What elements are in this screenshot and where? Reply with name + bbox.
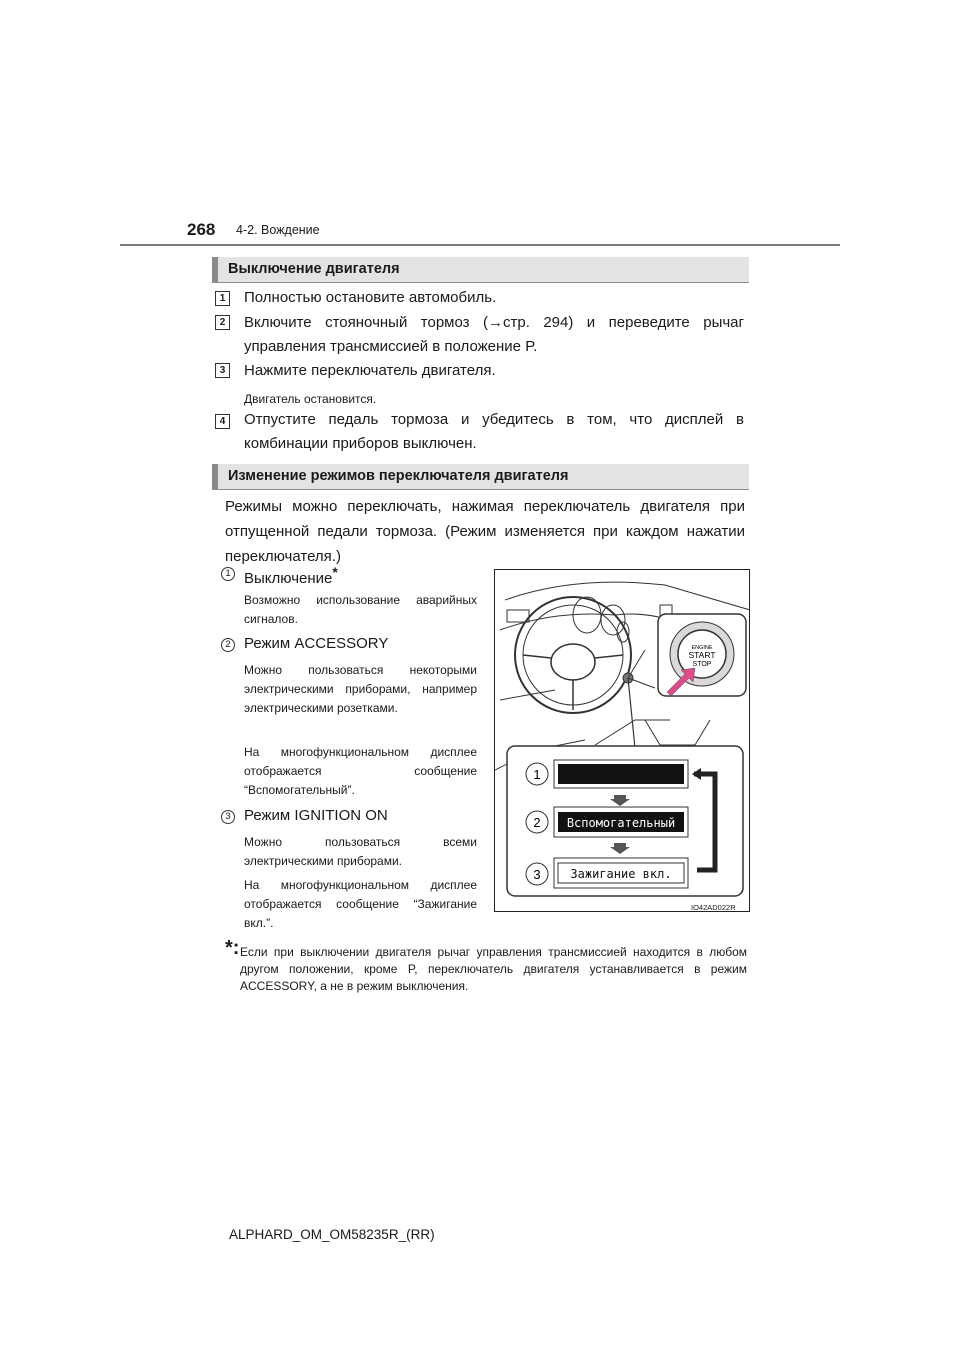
engine-switch-illustration bbox=[494, 569, 750, 912]
step-number-2: 2 bbox=[215, 315, 230, 330]
mode-number-1: 1 bbox=[221, 567, 235, 581]
section-heading-title: Изменение режимов переключателя двигателя bbox=[228, 468, 569, 484]
display-number-1: 1 bbox=[533, 767, 541, 782]
step-2-line-1: Включите стояночный тормоз (→стр. 294) и переведите рычаг bbox=[244, 314, 744, 331]
step-4-line-2: комбинации приборов выключен. bbox=[244, 435, 477, 452]
step-number-3: 3 bbox=[215, 363, 230, 378]
section-heading-engine-off bbox=[212, 257, 749, 283]
page-number: 268 bbox=[187, 220, 216, 239]
step-1-line: Полностью остановите автомобиль. bbox=[244, 289, 497, 306]
section-heading-title: Выключение двигателя bbox=[228, 261, 400, 277]
display-text-accessory: Вспомогательный bbox=[566, 816, 676, 830]
step-number-1: 1 bbox=[215, 291, 230, 306]
section-heading-bar bbox=[212, 257, 218, 282]
modes-intro-line-1: Режимы можно переключать, нажимая переключатель двигателя при bbox=[225, 498, 745, 515]
step-3-note: Двигатель остановится. bbox=[244, 392, 377, 406]
step-2-line-2: управления трансмиссией в положение P. bbox=[244, 338, 538, 355]
step-number-4: 4 bbox=[215, 414, 230, 429]
display-text-ignition: Зажигание вкл. bbox=[570, 867, 672, 881]
mode-3-desc-2: На многофункциональном дисплее отображается сообщение “Зажигание вкл.”. bbox=[244, 878, 477, 930]
mode-2-desc-2: На многофункциональном дисплее отображается сообщение “Вспомогательный”. bbox=[244, 745, 477, 797]
step-4-text bbox=[244, 408, 744, 456]
step-2-text bbox=[244, 311, 744, 359]
button-label-start: START bbox=[688, 650, 716, 660]
mode-2-desc-1: Можно пользоваться некоторыми электрическими приборами, например электрическими розетками. bbox=[244, 663, 477, 715]
mode-1-desc: Возможно использование аварийных сигналов. bbox=[244, 593, 477, 626]
document-id: ALPHARD_OM_OM58235R_(RR) bbox=[229, 1227, 435, 1242]
button-label-engine: ENGINE bbox=[691, 645, 713, 651]
mode-3-desc-1: Можно пользоваться всеми электрическими приборами. bbox=[244, 835, 477, 868]
footnote-text: Если при выключении двигателя рычаг управления трансмиссией находится в любом другом положении, кроме P, переключатель двигателя устанавливается в режим ACCESSORY, а не в режим выключения. bbox=[240, 945, 747, 993]
footnote-marker: * bbox=[332, 564, 338, 580]
step-3-text bbox=[244, 359, 744, 383]
mode-number-2: 2 bbox=[221, 638, 235, 652]
display-number-3: 3 bbox=[533, 867, 541, 882]
footnote bbox=[225, 937, 747, 996]
mode-number-3: 3 bbox=[221, 810, 235, 824]
section-heading-bar bbox=[212, 464, 218, 489]
modes-intro-line-3: переключателя.) bbox=[225, 548, 341, 565]
display-number-2: 2 bbox=[533, 815, 541, 830]
mode-1-title-text: Выключение bbox=[244, 570, 333, 587]
mode-2-title: Режим ACCESSORY bbox=[244, 635, 389, 652]
footnote-asterisk: *: bbox=[225, 937, 240, 959]
mode-1-title bbox=[244, 564, 338, 587]
modes-intro-line-2: отпущенной педали тормоза. (Режим изменяется при каждом нажатии bbox=[225, 523, 745, 540]
step-3-line: Нажмите переключатель двигателя. bbox=[244, 362, 496, 379]
figure-code: IO42AD022R bbox=[691, 903, 736, 912]
running-title: 4-2. Вождение bbox=[236, 223, 320, 237]
section-heading-modes bbox=[212, 464, 749, 490]
header-rule bbox=[120, 244, 840, 246]
dashboard-drawing bbox=[495, 570, 750, 912]
modes-intro bbox=[225, 494, 745, 569]
mode-3-title: Режим IGNITION ON bbox=[244, 807, 388, 824]
button-label-stop: STOP bbox=[692, 661, 712, 668]
step-1-text bbox=[244, 286, 744, 310]
step-4-line-1: Отпустите педаль тормоза и убедитесь в том, что дисплей в bbox=[244, 411, 744, 428]
display-blank-screen bbox=[558, 764, 684, 784]
